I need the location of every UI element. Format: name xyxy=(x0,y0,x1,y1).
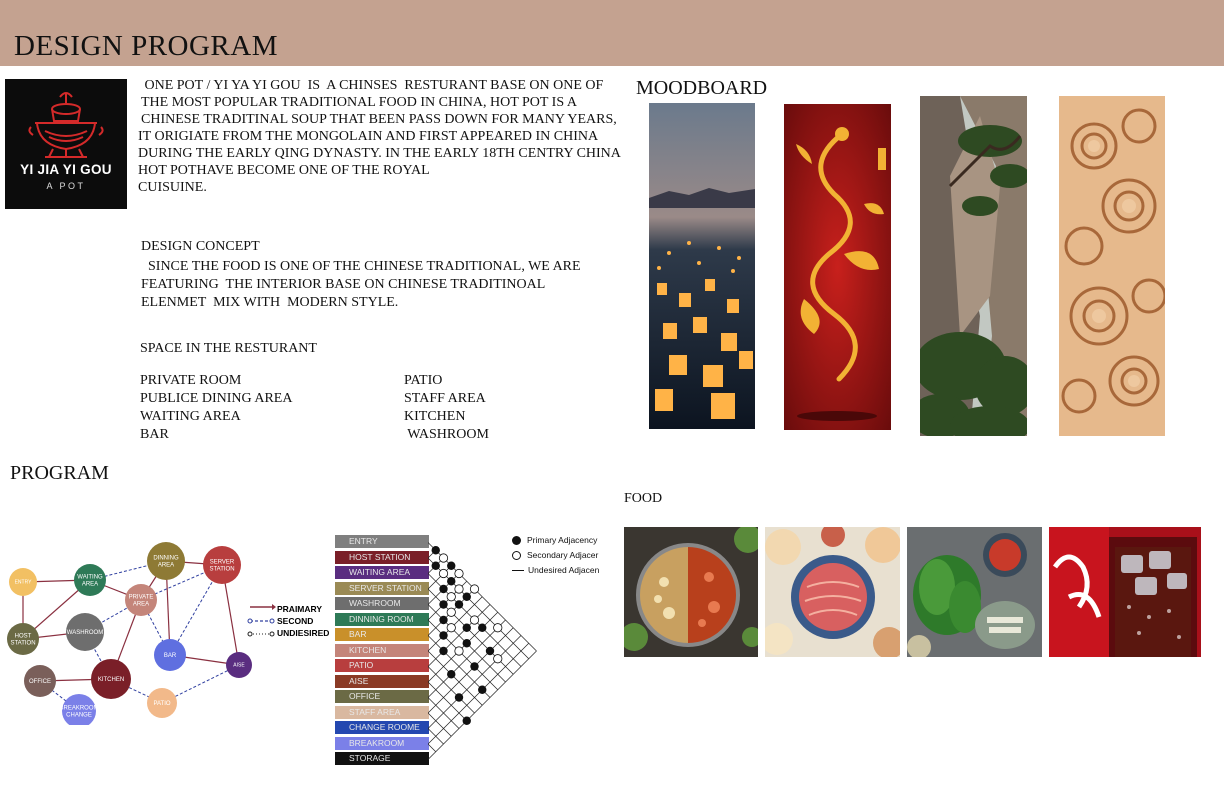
bubble-node-label: CHANGE xyxy=(66,712,92,719)
legend-second: SECOND xyxy=(277,616,314,626)
bubble-node-label: STATION xyxy=(10,640,36,647)
matrix-row-label: SERVER STATION xyxy=(335,582,429,595)
logo-subtitle: A POT xyxy=(46,181,86,191)
bubble-node-label: AREA xyxy=(81,581,99,588)
intro-line: DURING THE EARLY QING DYNASTY. IN THE EARLY 18TH CENTRY CHINA xyxy=(138,146,621,161)
matrix-row-label: ENTRY xyxy=(335,535,429,548)
bubble-node-label: WAITING xyxy=(77,574,103,581)
restaurant-logo xyxy=(5,79,127,209)
logo-name: YI JIA YI GOU xyxy=(20,162,112,177)
cliff-pine-image xyxy=(920,96,1027,436)
matrix-row-label: WASHROOM xyxy=(335,597,429,610)
adjacency-legend-secondary: Secondary Adjacer xyxy=(512,550,598,560)
bubble-node-label: AREA xyxy=(157,562,175,569)
bubble-node-label: HOST xyxy=(14,633,32,640)
concept-line: ELENMET MIX WITH MODERN STYLE. xyxy=(141,295,399,310)
legend-primary: PRAIMARY xyxy=(277,604,323,614)
bubble-node-label: SERVER xyxy=(209,559,235,566)
space-item: WASHROOM xyxy=(404,427,489,442)
bubble-node-label: ENTRY xyxy=(14,579,32,586)
bubble-nodes xyxy=(7,542,252,725)
header-banner xyxy=(0,0,1224,66)
space-item: STAFF AREA xyxy=(404,391,486,406)
intro-line: CUISUINE. xyxy=(138,180,207,195)
legend-undesired: UNDIESIRED xyxy=(277,628,330,638)
bubble-node-label: PRIVATE xyxy=(128,594,154,601)
bubble-legend xyxy=(248,604,329,638)
bubble-node-label: AISE xyxy=(233,662,245,669)
matrix-row-label: WAITING AREA xyxy=(335,566,429,579)
matrix-row-label: CHANGE ROOME xyxy=(335,721,429,734)
matrix-row-label: BREAKROOM xyxy=(335,737,429,750)
matrix-row-label: AISE xyxy=(335,675,429,688)
red-dragon-image xyxy=(784,104,891,430)
intro-line: ONE POT / YI YA YI GOU IS A CHINSES RESTURANT BASE ON ONE OF xyxy=(141,78,604,93)
intro-line: IT ORIGIATE FROM THE MONGOLAIN AND FIRST APPEARED IN CHINA xyxy=(138,129,599,144)
hotpot-image xyxy=(624,527,758,657)
adjacency-legend-primary: Primary Adjacency xyxy=(512,535,597,545)
bubble-node-label: BREAKROOM xyxy=(59,705,99,712)
floating-lanterns-image xyxy=(649,103,755,429)
concept-line: SINCE THE FOOD IS ONE OF THE CHINESE TRADITIONAL, WE ARE xyxy=(141,259,581,274)
matrix-row-label: HOST STATION xyxy=(335,551,429,564)
intro-line: CHINESE TRADITINAL SOUP THAT BEEN PASS DOWN FOR MANY YEARS, xyxy=(141,112,617,127)
matrix-row-label: BAR xyxy=(335,628,429,641)
space-item: PATIO xyxy=(404,373,443,388)
spaces-heading: SPACE IN THE RESTURANT xyxy=(140,341,317,356)
space-item: BAR xyxy=(140,427,169,442)
matrix-row-label: DINNING ROOM xyxy=(335,613,429,626)
meat-platter-image xyxy=(765,527,900,657)
concept-heading: DESIGN CONCEPT xyxy=(141,239,260,254)
hotpot-logo-icon xyxy=(27,87,105,161)
matrix-row-label: STAFF AREA xyxy=(335,706,429,719)
wood-carving-image xyxy=(1059,96,1165,436)
filled-dot-icon xyxy=(512,536,521,545)
food-title: FOOD xyxy=(624,491,663,506)
bubble-node-label: KITCHEN xyxy=(97,677,125,683)
space-item: PUBLICE DINING AREA xyxy=(140,391,293,406)
moodboard-title: MOODBOARD xyxy=(636,77,768,99)
space-item: KITCHEN xyxy=(404,409,466,424)
intro-line: THE MOST POPULAR TRADITIONAL FOOD IN CHINA, HOT POT IS A xyxy=(141,95,577,110)
intro-line: HOT POTHAVE BECOME ONE OF THE ROYAL xyxy=(138,163,430,178)
adjacency-legend-undesired: Undesired Adjacen xyxy=(512,565,599,575)
concept-line: FEATURING THE INTERIOR BASE ON CHINESE TRADITINOAL xyxy=(141,277,546,292)
program-title: PROGRAM xyxy=(10,462,109,484)
bubble-diagram xyxy=(0,535,335,725)
matrix-row-label: OFFICE xyxy=(335,690,429,703)
bubble-node-label: AREA xyxy=(132,601,150,608)
coca-cola-image xyxy=(1049,527,1201,657)
vegetables-image xyxy=(907,527,1042,657)
line-icon xyxy=(512,570,524,571)
bubble-node-label: WASHROOM xyxy=(66,630,104,636)
matrix-row-label: KITCHEN xyxy=(335,644,429,657)
bubble-node-label: PATIO xyxy=(153,701,171,707)
matrix-row-label: PATIO xyxy=(335,659,429,672)
matrix-row-label: STORAGE xyxy=(335,752,429,765)
hollow-dot-icon xyxy=(512,551,521,560)
bubble-node-label: BAR xyxy=(163,653,177,659)
bubble-node-label: STATION xyxy=(209,566,235,573)
bubble-node-label: DINNING xyxy=(153,555,179,562)
space-item: PRIVATE ROOM xyxy=(140,373,242,388)
space-item: WAITING AREA xyxy=(140,409,241,424)
bubble-node-label: OFFICE xyxy=(29,679,51,685)
page-title: DESIGN PROGRAM xyxy=(14,30,279,62)
